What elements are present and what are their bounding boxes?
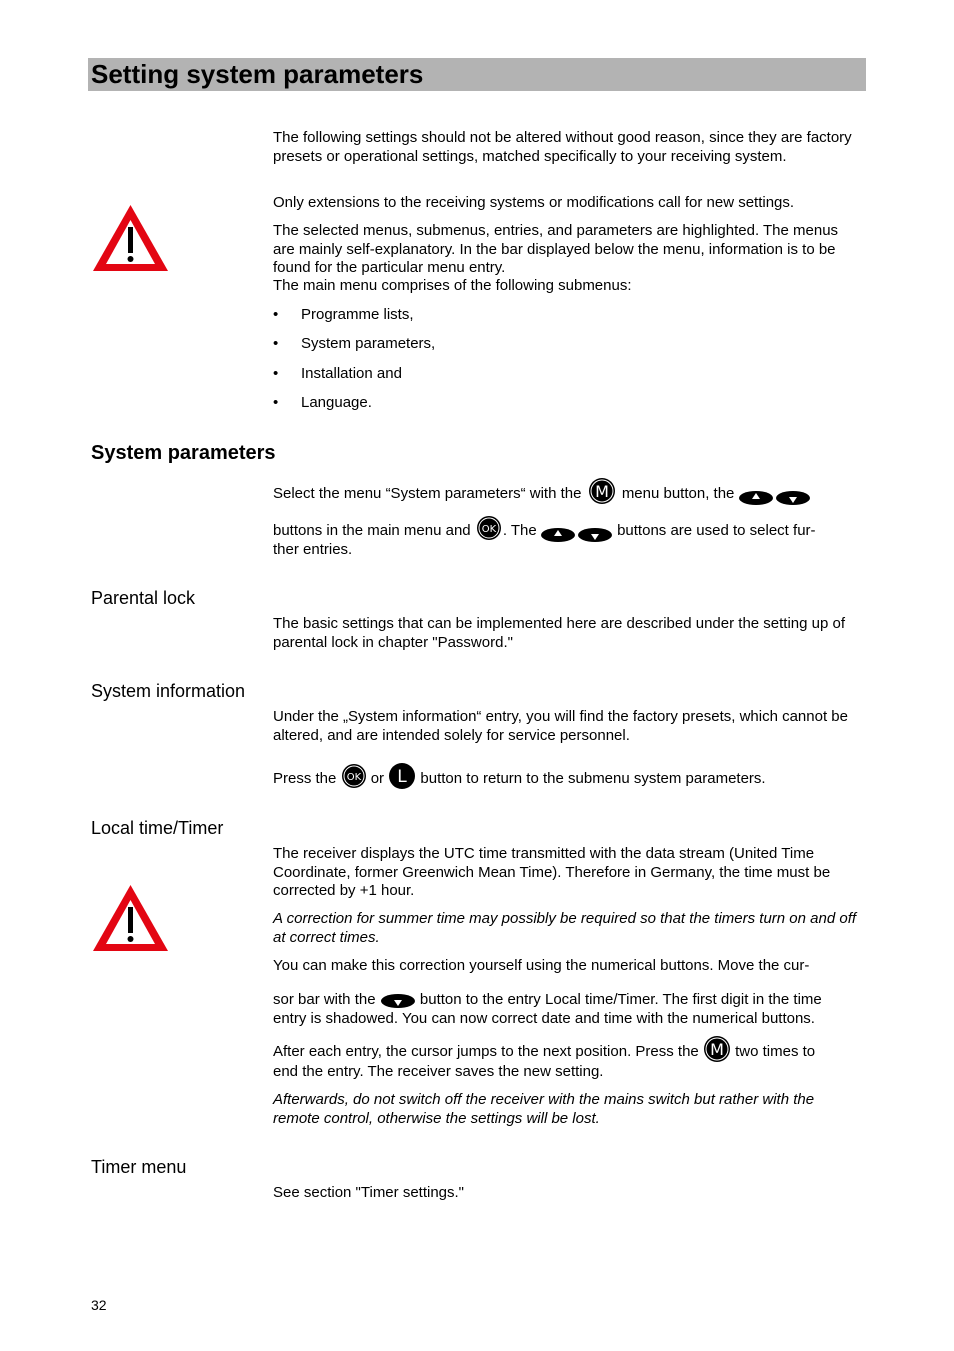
section-heading-local-time: Local time/Timer [91,818,224,838]
warning-triangle-icon [91,883,170,953]
ok-button-icon [341,763,367,789]
text-fragment: Press the [273,770,337,787]
menu-button-icon [703,1035,731,1063]
warning-triangle-icon [91,203,170,273]
menu-button-icon [588,477,616,505]
menu-button-label: M [710,1040,724,1060]
leave-button-icon [388,762,416,790]
local-time-line-5c: end the entry. The receiver saves the new setting. [273,1063,604,1080]
up-down-arrow-buttons-icon [739,485,811,501]
system-parameters-line-3: ther entries. [273,541,353,558]
list-item-text: System parameters, [301,335,436,352]
list-item-text: Programme lists, [301,306,414,323]
local-time-paragraph-1: The receiver displays the UTC time transmitted with the data stream (United Time Coordinate, former Greenwich Mean Time). Therefore in Germany, the time must be corrected by +1 hour. [273,845,831,899]
down-arrow-button-icon [380,991,416,1007]
bullet-marker: • [273,365,279,382]
section-heading-system-parameters: System parameters [91,442,276,464]
page-title-bar [88,58,866,91]
system-information-text: Under the „System information“ entry, you will find the factory presets, which cannot be altered, and are intended solely for service personnel. [273,708,848,744]
text-fragment: or [370,770,385,787]
page-number: 32 [91,1297,107,1313]
text-fragment: . The [502,522,537,539]
parental-lock-text: The basic settings that can be implemented here are described under the setting up of parental lock in chapter "Password." [273,615,846,651]
intro-paragraph-1: The following settings should not be altered without good reason, since they are factory presets or operational settings, matched specifically to your receiving system. [273,129,852,165]
leave-button-label: L [397,767,407,788]
up-down-arrow-buttons-icon [541,522,613,538]
local-time-paragraph-6: Afterwards, do not switch off the receiver with the mains switch but rather with the remote control, otherwise the settings will be lost. [273,1091,815,1127]
system-parameters-line-1 [273,477,811,511]
intro-paragraph-2: Only extensions to the receiving systems or modifications call for new settings. [273,194,795,211]
ok-button-label: OK [346,772,361,784]
section-heading-parental-lock: Parental lock [91,588,196,608]
intro-paragraph-3: The selected menus, submenus, entries, and parameters are highlighted. The menus are mainly self-explanatory. In the bar displayed below the menu, information is to be found for the particular menu entry. [273,222,839,276]
text-fragment: menu button, the [621,485,735,502]
ok-button-icon [476,515,502,541]
text-fragment: buttons are used to select fur- [617,522,816,539]
local-time-line-4c: entry is shadowed. You can now correct date and time with the numerical buttons. [273,1010,815,1027]
text-fragment: sor bar with the [273,991,376,1008]
intro-paragraph-4: The main menu comprises of the following submenus: [273,277,632,294]
text-fragment: Select the menu “System parameters“ with the [273,485,582,502]
section-heading-timer-menu: Timer menu [91,1157,187,1177]
bullet-marker: • [273,394,279,411]
timer-menu-text: See section "Timer settings." [273,1184,465,1201]
bullet-marker: • [273,335,279,352]
list-item-text: Installation and [301,365,402,382]
local-time-paragraph-2: A correction for summer time may possibly be required so that the timers turn on and off at correct times. [273,910,857,946]
text-fragment: button to the entry Local time/Timer. The first digit in the time [419,991,822,1008]
ok-button-label: OK [481,524,497,536]
page-title: Setting system parameters [91,59,424,89]
bullet-marker: • [273,306,279,323]
list-item-text: Language. [301,394,372,411]
menu-button-label: M [594,482,609,502]
text-fragment: buttons in the main menu and [273,522,471,539]
text-fragment: two times to [735,1043,816,1060]
text-fragment: After each entry, the cursor jumps to the next position. Press the [273,1043,699,1060]
section-heading-system-information: System information [91,681,246,701]
system-information-press-line [273,762,766,796]
local-time-paragraph-3: You can make this correction yourself using the numerical buttons. Move the cur- [273,957,810,974]
text-fragment: button to return to the submenu system parameters. [420,770,766,787]
